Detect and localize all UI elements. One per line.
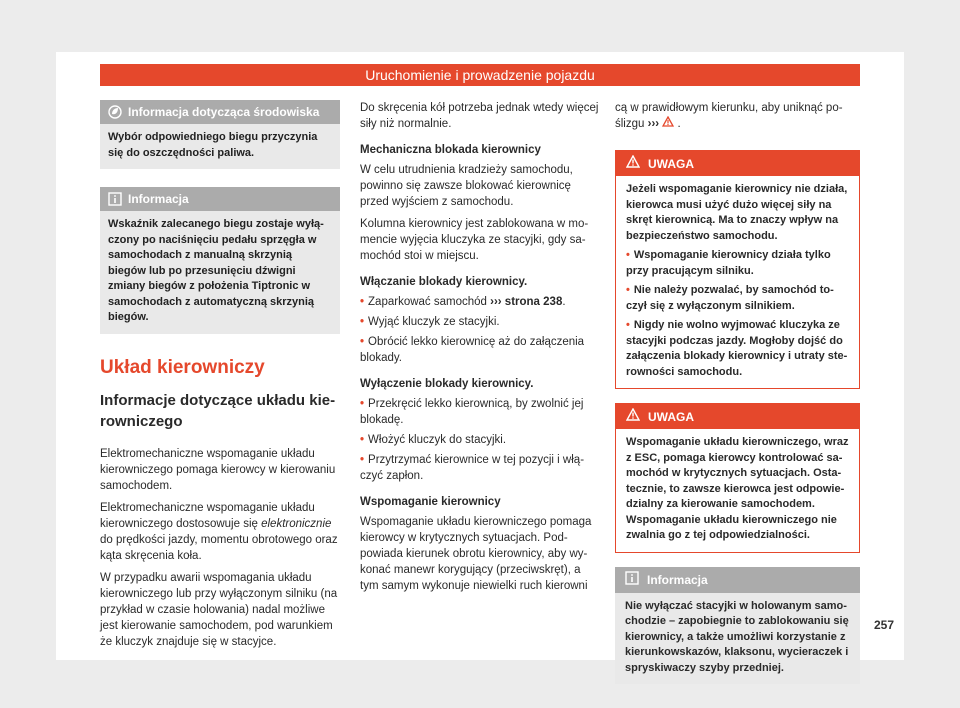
info-icon — [625, 571, 639, 589]
info-box-towing — [615, 567, 860, 685]
subheading-lock-on: Włączanie blokady kierownicy. — [360, 276, 528, 288]
list-item — [360, 334, 602, 366]
bullet-icon: • — [360, 434, 365, 446]
warning-box-body — [616, 176, 859, 388]
bullet-icon: • — [360, 316, 365, 328]
bullet-icon: • — [360, 398, 365, 410]
paragraph: Kolumna kierownicy jest zablokowana w momencie wyjęcia kluczyka ze stacyjki, gdy samochód stoi w miejscu. — [360, 218, 589, 262]
bullet-icon: • — [626, 284, 630, 296]
paragraph — [100, 500, 340, 564]
warning-icon — [662, 118, 677, 130]
list-item — [360, 452, 602, 484]
list-item-text: Włożyć kluczyk do stacyjki. — [368, 434, 507, 446]
section-title: Układ kierowniczy — [100, 356, 265, 378]
paragraph: W przypadku awarii wspomagania układu kierowniczego lub przy wyłączonym silniku (na przykład w czasie holowania) nadal możliwe jest kierowanie samochodem, pod warunkiem że kluczyk znajduje się w stacyjce. — [100, 571, 338, 648]
warning-item — [626, 318, 849, 380]
list-item — [360, 314, 602, 330]
warning-box-body: Wspomaganie układu kierowniczego, wraz z ESC, pomaga kierowcy kontrolować samochód w krytycznych sytuacjach. Ostatecznie, to zawsze kierowca jest odpowiedzialny za kierowanie samochodem. Wspomaganie układu kierowniczego nie zwalnia go z tej odpowiedzialności. — [626, 436, 849, 541]
subheading-power-steering: Wspomaganie kierownicy — [360, 496, 501, 508]
paragraph-text: do prędkości jazdy, momentu obrotowego oraz kąta skręcenia koła. — [100, 533, 338, 562]
info-box-title: Informacja — [647, 572, 708, 587]
warning-box-title: UWAGA — [648, 409, 694, 424]
info-box-body: Wskaźnik zalecanego biegu zostaje wyłączony po naciśnięciu pedału sprzęgła w samochodach z manualną skrzynią biegów lub po przesunięciu dźwigni zmiany biegów z położenia Tiptronic w samochodach z automatyczną skrzynią biegów. — [108, 218, 324, 323]
list-item-text: Przytrzymać kierownice w tej pozycji i włączyć zapłon. — [360, 454, 585, 482]
warning-icon — [626, 408, 640, 425]
paragraph: W celu utrudnienia kradzieży samochodu, powinno się zawsze blokować kierownicę przed wyjściem z samochodu. — [360, 164, 573, 208]
subsection-title: Informacje dotyczące układu kierowniczego — [100, 391, 336, 430]
column-left — [100, 100, 340, 650]
page-reference-link[interactable]: ››› strona 238 — [490, 296, 563, 308]
bullet-icon: • — [360, 296, 365, 308]
leaf-icon — [108, 105, 122, 119]
warning-item — [626, 248, 849, 279]
warning-icon — [626, 155, 640, 172]
paragraph: cą w prawidłowym kierunku, aby uniknąć poślizgu ››› . — [615, 102, 843, 130]
info-box-header — [615, 567, 860, 593]
info-box-header — [100, 187, 340, 211]
column-right — [615, 100, 860, 684]
environment-info-box — [100, 100, 340, 169]
warning-box-header — [616, 151, 859, 176]
paragraph: Elektromechaniczne wspomaganie układu kierowniczego pomaga kierowcy w kierowaniu samochodem. — [100, 447, 336, 492]
warning-box-esc — [615, 403, 860, 553]
warning-intro: Jeżeli wspomaganie kierownicy nie działa, kierowca musi użyć dużo więcej siły na skręt kierownicą. Ma to znaczy wpływ na bezpieczeństwo samochodu. — [626, 183, 848, 242]
list-item: • Zaparkować samochód ››› strona 238. — [360, 296, 566, 308]
bullet-icon: • — [360, 454, 365, 466]
bullet-icon: • — [626, 319, 630, 331]
list-item-text: Przekręcić lekko kierownicą, by zwolnić jej blokadę. — [360, 398, 584, 426]
info-box-title: Informacja — [128, 192, 189, 206]
list-item-text: Wyjąć kluczyk ze stacyjki. — [368, 316, 500, 328]
bullet-icon: • — [626, 249, 630, 261]
paragraph: Do skręcenia kół potrzeba jednak wtedy więcej siły niż normalnie. — [360, 102, 599, 130]
warning-item-text: Wspomaganie kierownicy działa tylko przy pracującym silniku. — [626, 249, 831, 277]
paragraph: Wspomaganie układu kierowniczego pomaga kierowcy w krytycznych sytuacjach. Podpowiada kierunek obrotu kierownicy, aby wykonać manewr korygujący (przeciwskręt), a tym samym wykonuje niewielki ruch kierowni — [360, 516, 592, 592]
subheading-lock-off: Wyłączenie blokady kierownicy. — [360, 378, 534, 390]
subheading-steering-lock: Mechaniczna blokada kierownicy — [360, 144, 541, 156]
warning-box-header — [616, 404, 859, 429]
list-item-text: Zaparkować samochód — [368, 296, 491, 308]
list-item — [360, 396, 602, 428]
page-number: 257 — [874, 618, 895, 632]
bullet-icon: • — [360, 336, 365, 348]
warning-box-steering — [615, 150, 860, 389]
list-item — [360, 432, 602, 448]
info-box-gear — [100, 187, 340, 334]
warning-item — [626, 283, 849, 314]
info-icon — [108, 192, 122, 206]
environment-box-title: Informacja dotycząca środowiska — [128, 105, 320, 119]
warning-item-text: Nie należy pozwalać, by samochód toczył się z wyłączonym silnikiem. — [626, 284, 834, 312]
environment-box-header — [100, 100, 340, 124]
emphasis-text: elektronicznie — [261, 517, 332, 530]
list-item-text: Obrócić lekko kierownicę aż do załączenia blokady. — [360, 336, 585, 364]
chapter-header: Uruchomienie i prowadzenie pojazdu — [100, 64, 860, 86]
paragraph-text: cą w prawidłowym kierunku, aby uniknąć poślizgu — [615, 102, 843, 130]
paragraph-text: Elektromechaniczne wspomaganie układu kierowniczego dostosowuje się — [100, 501, 315, 530]
warning-reference-link[interactable]: ››› — [647, 118, 660, 130]
warning-box-title: UWAGA — [648, 156, 694, 171]
info-box-body: Nie wyłączać stacyjki w holowanym samochodzie – zapobiegnie to zablokowaniu się kierownicy, a także umożliwi korzystanie z kierunkowskazów, klaksonu, wycieraczek i spryskiwaczy szyby przedniej. — [625, 599, 849, 674]
warning-item-text: Nigdy nie wolno wyjmować kluczyka ze stacyjki podczas jazdy. Mogłoby dojść do załączenia blokady kierownicy i utraty sterowności samochodu. — [626, 319, 848, 378]
column-middle — [360, 100, 602, 594]
environment-box-body: Wybór odpowiedniego biegu przyczynia się do oszczędności paliwa. — [108, 131, 318, 159]
